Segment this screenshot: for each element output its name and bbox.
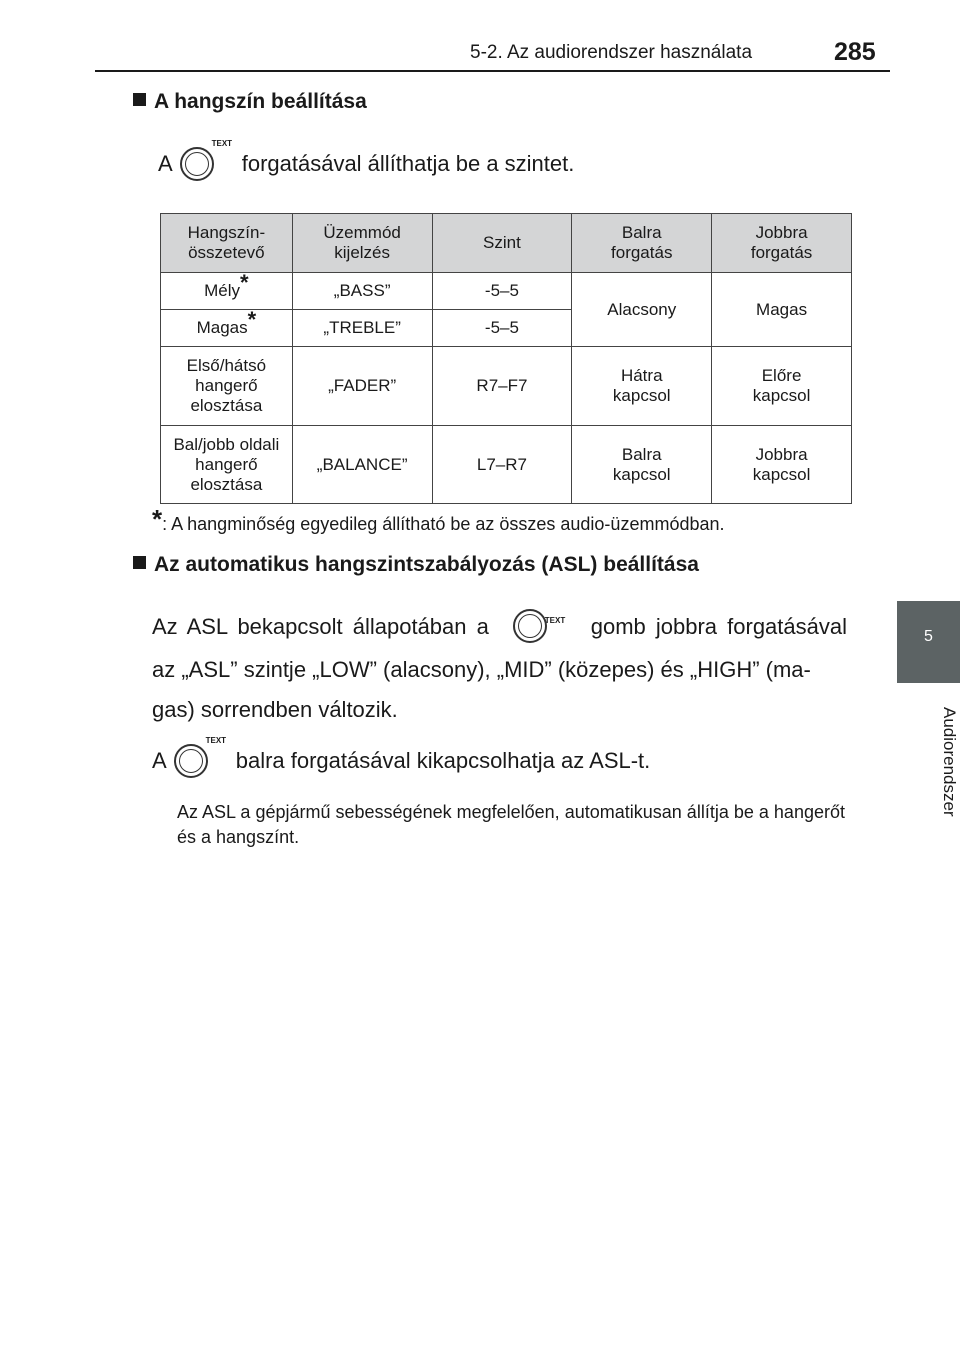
sound-instruction <box>158 139 575 187</box>
asl-p2-before: A <box>152 747 166 773</box>
chapter-label: Audiorendszer <box>940 707 959 817</box>
cell-mode: „FADER” <box>292 347 432 426</box>
cell-right-merged: Magas <box>712 273 852 347</box>
cell-level: -5–5 <box>432 273 572 310</box>
table-header-row <box>161 214 852 273</box>
cell-mode: „BASS” <box>292 273 432 310</box>
asl-p1-before: Az ASL bekapcsolt állapotában a <box>152 614 489 639</box>
cell-component: Mély* <box>161 273 293 310</box>
col-header-level: Szint <box>432 214 572 273</box>
chapter-number: 5 <box>924 628 933 645</box>
square-bullet-icon <box>133 556 146 569</box>
table-row <box>161 426 852 504</box>
page-number: 285 <box>834 38 876 66</box>
knob-label: TEXT <box>211 139 233 148</box>
footnote-text: : A hangminőség egyedileg állítható be az összes audio-üzemmódban. <box>162 514 725 534</box>
table-footnote <box>152 504 725 535</box>
cell-level: R7–F7 <box>432 347 572 426</box>
asl-para-1 <box>152 604 847 730</box>
cell-component: Első/hátsó hangerő elosztása <box>161 347 293 426</box>
cell-right: Jobbra kapcsol <box>712 426 852 504</box>
tune-knob-icon: TEXT <box>172 740 230 784</box>
col-header-left: Balra forgatás <box>572 214 712 273</box>
table-row <box>161 273 852 310</box>
cell-level: L7–R7 <box>432 426 572 504</box>
asl-heading-text: Az automatikus hangszintszabályozás (ASL) beállítása <box>154 553 699 576</box>
cell-right: Előre kapcsol <box>712 347 852 426</box>
asl-p2-after: balra forgatásával kikapcsolhatja az ASL-t. <box>235 747 651 773</box>
sound-heading-text: A hangszín beállítása <box>154 90 367 113</box>
cell-left-merged: Alacsony <box>572 273 712 347</box>
col-header-component: Hangszín- összetevő <box>161 214 293 273</box>
asl-p1-after: gomb jobbra forgatásával <box>590 614 847 639</box>
col-header-right: Jobbra forgatás <box>712 214 852 273</box>
asl-p1-line3: gas) sorrendben változik. <box>152 697 398 722</box>
asl-p1-line2: az „ASL” szintje „LOW” (alacsony), „MID” (közepes) és „HIGH” (ma- <box>152 657 811 682</box>
asl-para-2 <box>152 736 651 784</box>
instruction-suffix: forgatásával állíthatja be a szintet. <box>241 150 575 176</box>
cell-component: Magas* <box>161 310 293 347</box>
cell-mode: „TREBLE” <box>292 310 432 347</box>
table-row <box>161 347 852 426</box>
header-rule <box>95 70 890 72</box>
sound-settings-table <box>160 213 852 504</box>
tune-knob-icon: TEXT <box>511 605 569 649</box>
header-section-title: 5-2. Az audiorendszer használata <box>470 42 753 63</box>
cell-left: Hátra kapcsol <box>572 347 712 426</box>
asl-heading <box>133 553 699 577</box>
sound-heading <box>133 90 367 114</box>
tune-knob-icon <box>178 139 236 187</box>
instruction-prefix: A <box>158 150 172 176</box>
asl-note: Az ASL a gépjármű sebességének megfelelően, automatikusan állítja be a hangerőt és a hangszínt. <box>177 802 845 847</box>
col-header-mode: Üzemmód kijelzés <box>292 214 432 273</box>
footnote-star: * <box>152 504 163 534</box>
cell-level: -5–5 <box>432 310 572 347</box>
square-bullet-icon <box>133 93 146 106</box>
cell-mode: „BALANCE” <box>292 426 432 504</box>
cell-left: Balra kapcsol <box>572 426 712 504</box>
cell-component: Bal/jobb oldali hangerő elosztása <box>161 426 293 504</box>
